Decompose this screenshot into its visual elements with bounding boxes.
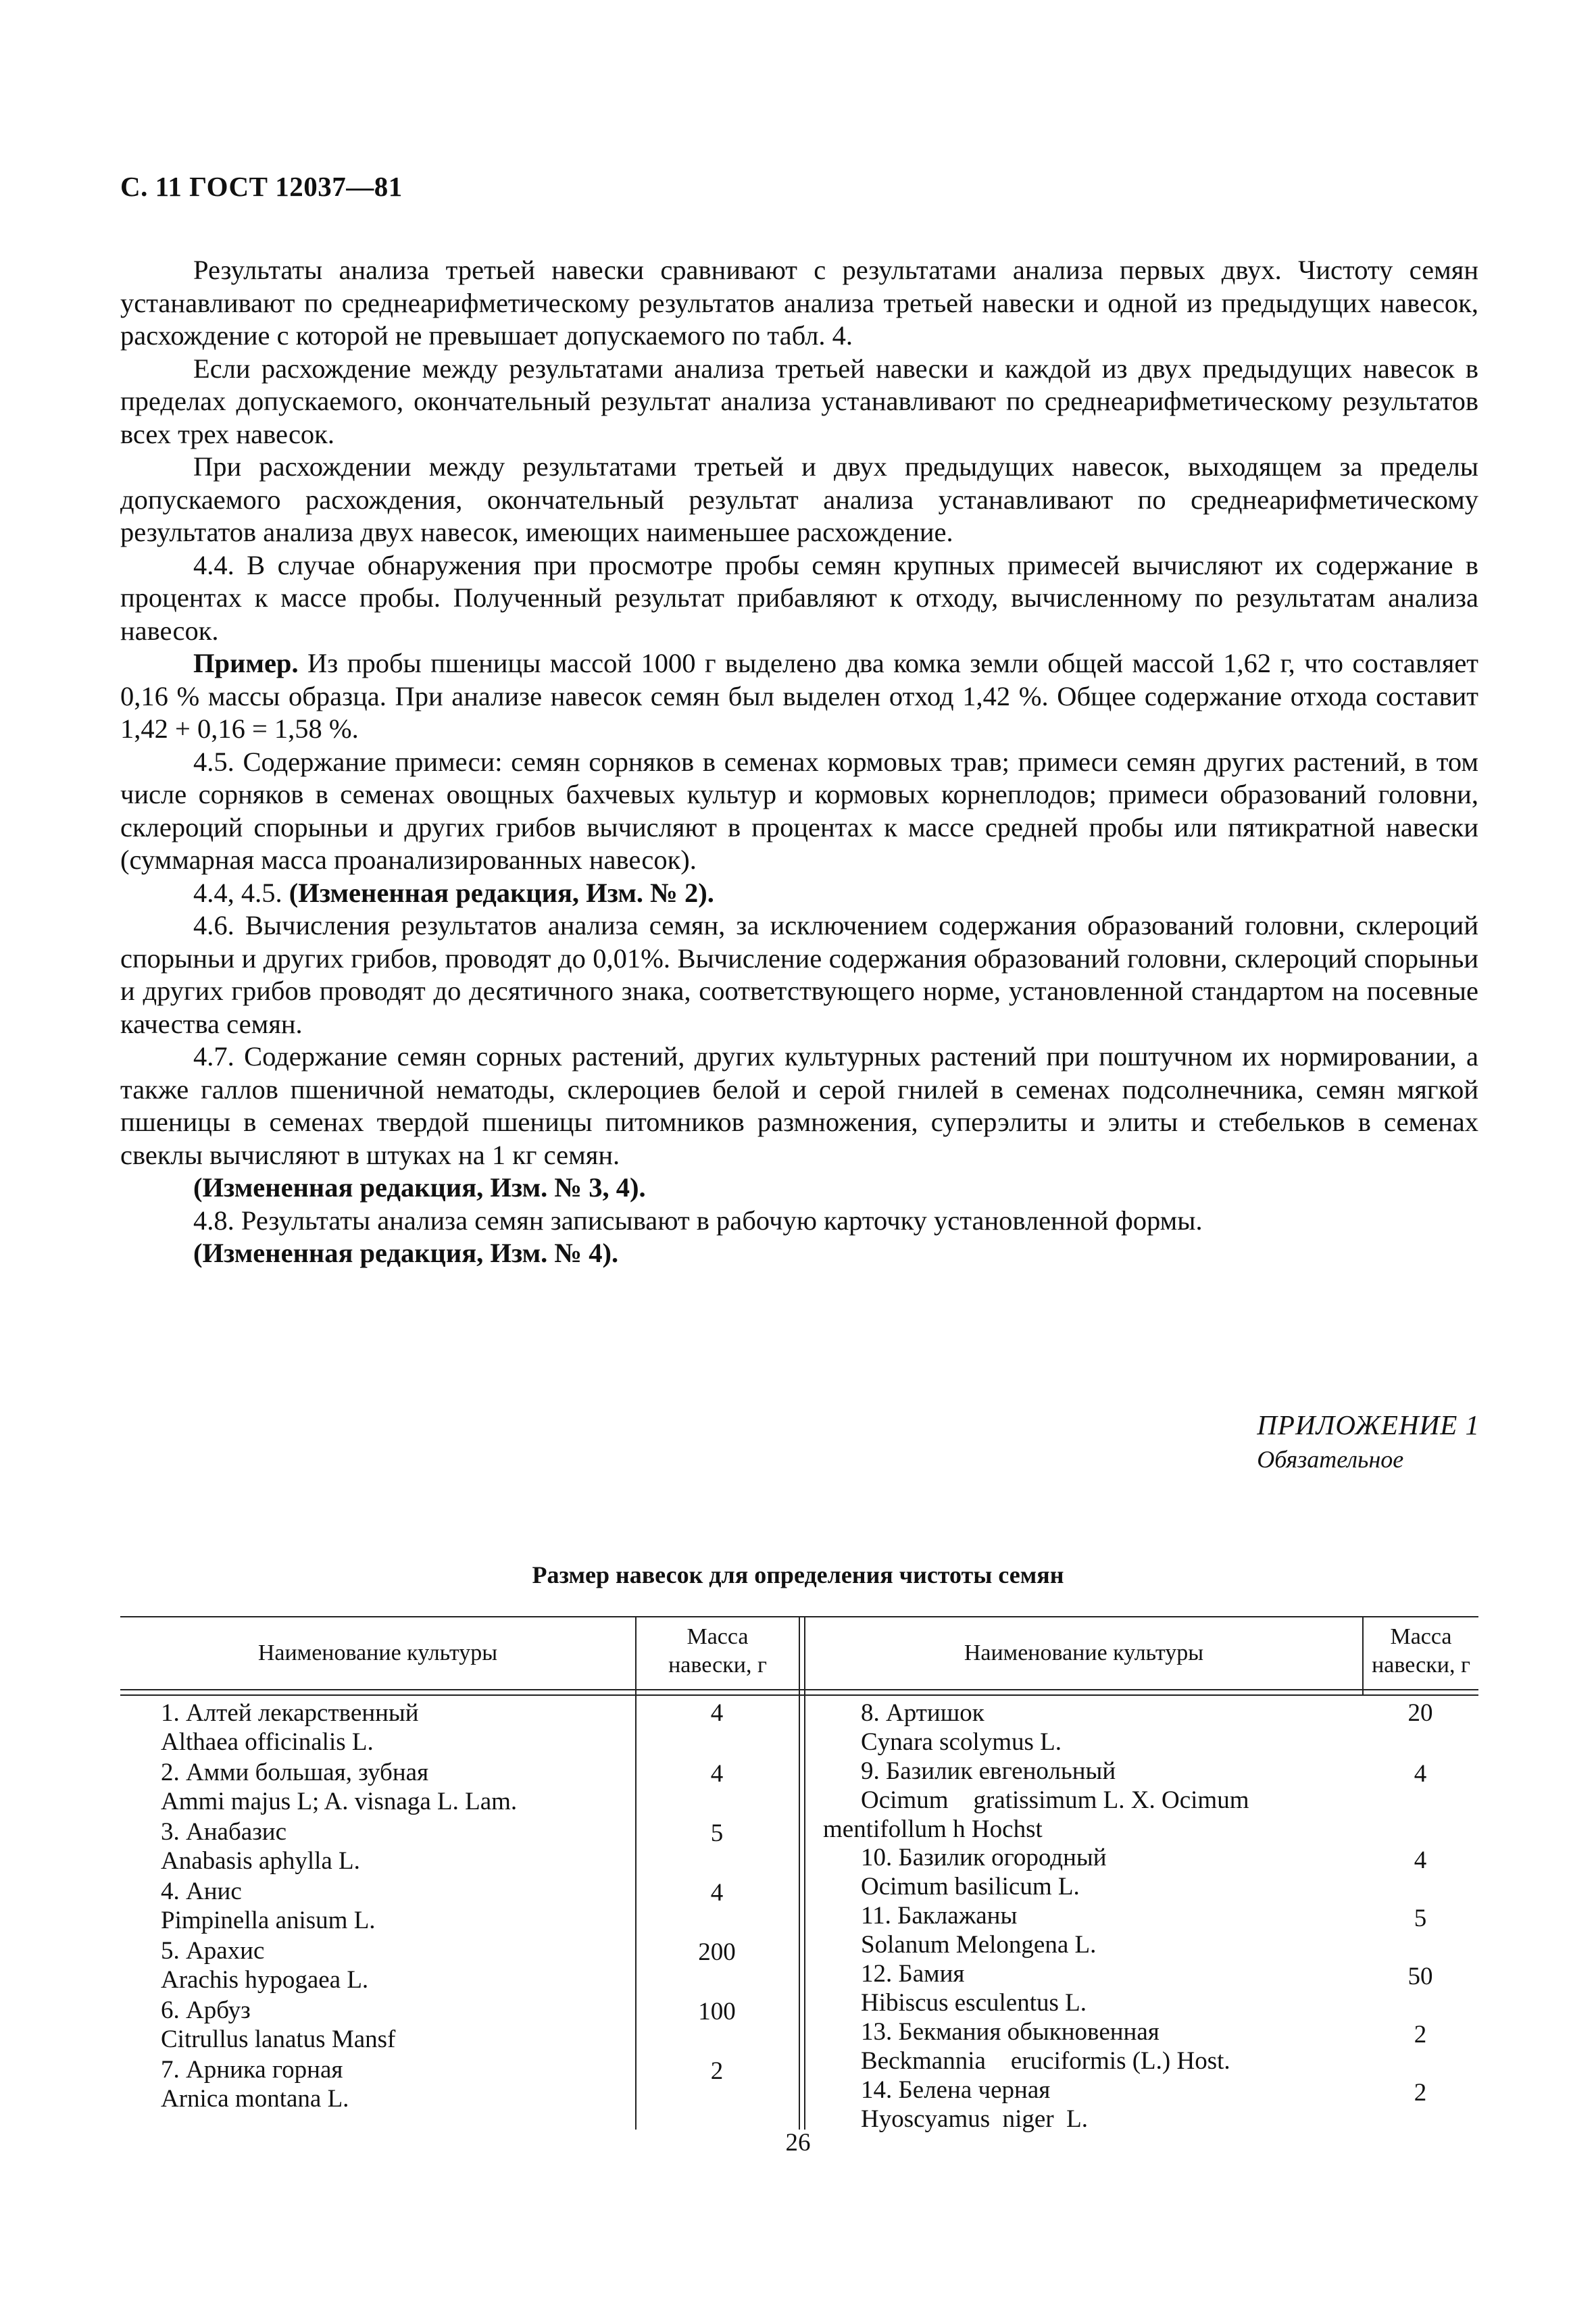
table-row [161,1758,517,1816]
crop-latin: Althaea officinalis L. [161,1728,374,1756]
sample-mass: 2 [1414,2079,1427,2107]
table-row [861,1699,1062,1757]
paragraph-text: 4.4, 4.5. [193,877,289,908]
paragraph [120,1237,1478,1270]
table-row [161,1936,368,1994]
sample-mass: 50 [1407,1963,1433,1990]
col-header-name: Наименование культуры [964,1640,1204,1665]
crop-latin: Pimpinella anisum L. [161,1907,376,1934]
paragraph-text: Если расхождение между результатами анализа третьей навески и каждой из двух предыдущих навесок в пределах допускаемого, окончательный результат анализа устанавливают по среднеарифметическому результатов всех трех навесок. [120,353,1478,449]
sample-mass: 5 [1414,1905,1427,1932]
crop-name: 6. Арбуз [161,1996,251,2024]
col-header-mass [1364,1623,1478,1680]
crop-name: 9. Базилик евгенольный [861,1757,1116,1785]
crop-latin: Beckmannia eruciformis (L.) Host. [861,2047,1230,2075]
crop-latin: Citrullus lanatus Mansf [161,2026,396,2053]
crop-latin: Arnica montana L. [161,2085,349,2113]
sample-mass: 20 [1407,1699,1433,1727]
table-row [161,1877,376,1935]
paragraph [120,647,1478,746]
sample-mass: 100 [698,1998,736,2026]
crop-latin: Anabasis aphylla L. [161,1847,360,1875]
crop-name: 13. Бекмания обыкновенная [861,2018,1159,2046]
table-row [861,1901,1096,1959]
paragraph [120,877,1478,910]
paragraph [120,254,1478,353]
seed-sample-table [120,1616,1478,2133]
table-row [161,2055,349,2113]
crop-latin: Arachis hypogaea L. [161,1966,369,1994]
crop-latin: Hibiscus esculentus L. [861,1989,1087,2017]
crop-name: 8. Артишок [861,1699,984,1727]
table-row [861,2017,1230,2076]
amendment-note: (Измененная редакция, Изм. № 3, 4). [193,1172,646,1203]
crop-latin: Ammi majus L; A. visnaga L. Lam. [161,1788,518,1815]
page-header: С. 11 ГОСТ 12037—81 [120,171,403,202]
appendix-title: ПРИЛОЖЕНИЕ 1 [1257,1409,1480,1440]
table-row [161,1699,419,1757]
paragraph-text: При расхождении между результатами третьей и двух предыдущих навесок, выходящем за пределы допускаемого расхождения, окончательный результат анализа устанавливают по среднеарифметическому результатов анализа двух навесок, имеющих наименьшее расхождение. [120,451,1478,547]
table-row-continuation [823,1815,1043,1844]
col-header-name: Наименование культуры [257,1640,498,1665]
crop-latin: Cynara scolymus L. [861,1728,1062,1756]
table-row [161,1996,395,2054]
paragraph-text: 4.7. Содержание семян сорных растений, других культурных растений при поштучном их нормировании, а также галлов пшеничной нематоды, склероциев белой и серой гнилей в семенах подсолнечника, семян мягкой пшеницы в семенах твердой пшеницы питомников размножения, суперэлиты и элиты и стебельков в семенах свеклы вычисляют в штуках на 1 кг семян. [120,1041,1478,1170]
crop-name: 14. Белена черная [861,2076,1051,2104]
paragraph [120,451,1478,549]
example-label: Пример. [193,648,299,678]
paragraph [120,549,1478,648]
sample-mass: 5 [710,1819,724,1847]
crop-name: 7. Арника горная [161,2056,343,2084]
col-header-mass-line2: навески, г [1372,1653,1470,1678]
col-header-mass-line1: Масса [1390,1624,1452,1649]
table-row [861,1843,1107,1901]
crop-latin: Ocimum basilicum L. [861,1873,1080,1901]
column-divider [799,1616,800,2130]
column-divider [635,1616,637,2130]
appendix-label [1257,1409,1480,1474]
paragraph [120,1040,1478,1172]
table-row [861,1959,1087,2017]
crop-name: 2. Амми большая, зубная [161,1759,429,1786]
col-header-mass-line2: навески, г [668,1653,767,1678]
paragraph [120,909,1478,1040]
table-row [861,1757,1249,1815]
crop-latin: Solanum Melongena L. [861,1931,1097,1959]
crop-name: 1. Алтей лекарственный [161,1699,419,1727]
crop-name: 3. Анабазис [161,1818,287,1846]
paragraph-text: Из пробы пшеницы массой 1000 г выделено два комка земли общей массой 1,62 г, что составляет 0,16 % массы образца. При анализе навесок семян был выделен отход 1,42 %. Общее содержание отхода составит 1,42 + 0,16 = 1,58 %. [120,648,1478,744]
table-row [861,2076,1088,2134]
amendment-note: (Измененная редакция, Изм. № 4). [193,1238,619,1268]
crop-name: 12. Бамия [861,1960,965,1988]
paragraph [120,1172,1478,1205]
paragraph-text: Результаты анализа третьей навески сравнивают с результатами анализа первых двух. Чистоту семян устанавливают по среднеарифметическому результатов анализа третьей навески и одной из предыдущих навесок, расхождение с которой не превышает допускаемого по табл. 4. [120,255,1478,351]
paragraph-text: 4.5. Содержание примеси: семян сорняков в семенах кормовых трав; примеси семян других растений, в том числе сорняков в семенах овощных бахчевых культур и кормовых корнеплодов; примеси образований головни, склероций спорыньи и других грибов вычисляют в процентах к массе средней пробы или пятикратной навески (суммарная масса проанализированных навесок). [120,746,1478,875]
body-text [120,254,1478,1270]
table-title: Размер навесок для определения чистоты семян [532,1561,1064,1588]
crop-name: 5. Арахис [161,1937,265,1965]
sample-mass: 4 [1414,1760,1427,1788]
sample-mass: 2 [1414,2021,1427,2048]
column-divider [804,1616,805,2130]
sample-mass: 2 [710,2057,724,2085]
appendix-subtitle: Обязательное [1257,1446,1404,1473]
table-row [161,1817,360,1876]
crop-name: 10. Базилик огородный [861,1844,1107,1871]
crop-latin: Hyoscyamus niger L. [861,2105,1089,2133]
col-header-mass [637,1623,799,1680]
crop-latin: Ocimum gratissimum L. X. Ocimum [861,1786,1249,1814]
crop-name: 4. Анис [161,1878,242,1905]
crop-latin: mentifollum h Hochst [823,1815,1043,1843]
sample-mass: 4 [710,1879,724,1907]
paragraph-text: 4.6. Вычисления результатов анализа семян, за исключением содержания образований головни, склероций спорыньи и других грибов, проводят до 0,01%. Вычисление содержания образований головни, склероций спорыньи и других грибов проводят до десятичного знака, соответствующего норме, установленной стандартом на посевные качества семян. [120,910,1478,1039]
paragraph [120,746,1478,877]
paragraph [120,353,1478,451]
paragraph-text: 4.4. В случае обнаружения при просмотре пробы семян крупных примесей вычисляют их содержание в процентах к массе пробы. Полученный результат прибавляют к отходу, вычисленному по результатам анализа навесок. [120,549,1478,646]
page-number: 26 [785,2129,811,2157]
amendment-note: (Измененная редакция, Изм. № 2). [289,877,714,908]
paragraph-text: 4.8. Результаты анализа семян записывают в рабочую карточку установленной формы. [193,1205,1203,1236]
sample-mass: 4 [710,1760,724,1788]
sample-mass: 4 [710,1699,724,1727]
sample-mass: 200 [698,1938,736,1966]
sample-mass: 4 [1414,1846,1427,1874]
paragraph [120,1205,1478,1238]
crop-name: 11. Баклажаны [861,1902,1018,1930]
col-header-mass-line1: Масса [687,1624,749,1649]
